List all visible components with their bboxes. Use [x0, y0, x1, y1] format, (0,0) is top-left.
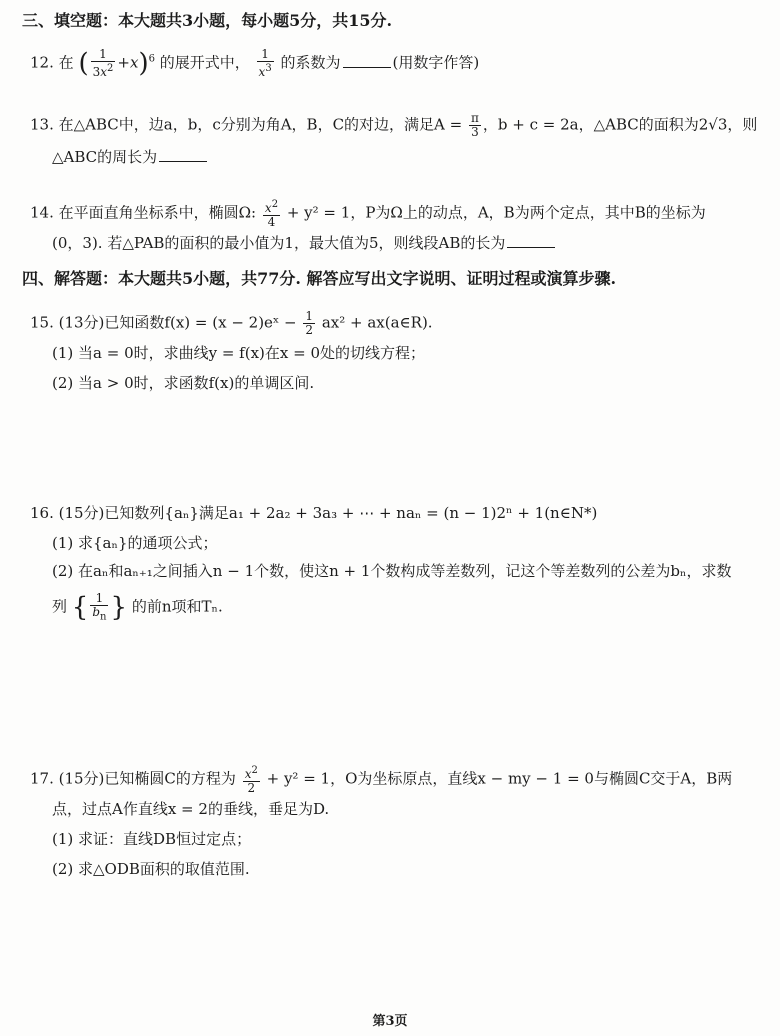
q15-part2: (2) 当a > 0时，求函数f(x)的单调区间. — [52, 374, 315, 392]
q17-line1b: + y² = 1，O为坐标原点，直线x − my − 1 = 0与椭圆C交于A，B两 — [266, 769, 733, 788]
q17-part2: (2) 求△ODB面积的取值范围. — [52, 860, 250, 878]
q16-p3b: 的前n项和Tₙ. — [131, 597, 223, 616]
q16-part1: (1) 求{aₙ}的通项公式； — [52, 534, 218, 552]
q13-line1: 13. 在△ABC中，边a，b，c分别为角A，B，C的对边，满足A = — [30, 115, 463, 134]
q14-answer-blank — [507, 233, 555, 248]
question-15-line1 — [30, 310, 433, 337]
q14-ellipse-fraction: $\frac{x^2}{4}$ — [264, 199, 279, 229]
q15-half-fraction: $\frac{1}{2}$ — [305, 309, 314, 337]
q12-term-fraction: $\frac{1}{x^3}$ — [258, 47, 272, 79]
q14-line2: (0，3). 若△PAB的面积的最小值为1，最大值为5，则线段AB的长为 — [52, 234, 506, 252]
q12-text-4: (用数字作答) — [392, 53, 480, 72]
q14-line1b: + y² = 1，P为Ω上的动点，A，B为两个定点，其中B的坐标为 — [286, 203, 706, 222]
q17-line1a: 17. (15分)已知椭圆C的方程为 — [30, 769, 236, 788]
q12-right-paren: ) — [138, 48, 149, 79]
q16-right-brace: } — [110, 592, 128, 623]
q14-line1a: 14. 在平面直角坐标系中，椭圆Ω: — [30, 203, 257, 222]
q12-answer-blank — [343, 53, 391, 68]
q13-line2: △ABC的周长为 — [52, 148, 158, 166]
q16-left-brace: { — [71, 592, 89, 623]
q17-line2: 点，过点A作直线x = 2的垂线，垂足为D. — [52, 800, 330, 818]
q15-line1a: 15. (13分)已知函数f(x) = (x − 2)eˣ − — [30, 313, 297, 332]
section3-heading: 三、填空题：本大题共3小题，每小题5分，共15分. — [22, 11, 393, 30]
question-17-line1 — [30, 764, 732, 795]
page-number: 第3页 — [372, 1014, 408, 1029]
q13-answer-blank — [159, 147, 207, 162]
q12-num: 12. — [30, 53, 54, 72]
question-14-line1 — [30, 198, 706, 229]
q12-left-paren: ( — [78, 48, 89, 79]
q13-line1b: ，b + c = 2a，△ABC的面积为2√3，则 — [482, 115, 758, 134]
question-12: 12. 在 ( $\frac{1}{3x^2}$ +x)$^6$ 的展开式中， $\frac{1}{x^3}$ 的系数为 (用数字作答) — [30, 47, 480, 79]
q12-text-3: 的系数为 — [280, 53, 341, 72]
q16-p3a: 列 — [52, 597, 68, 616]
question-13-line1 — [30, 112, 757, 139]
q12-text-1: 在 — [58, 53, 74, 72]
q12-fraction: $\frac{1}{3x^2}$ — [92, 47, 114, 79]
question-16-line1: 16. (15分)已知数列{aₙ}满足a₁ + 2a₂ + 3a₃ + ⋯ + naₙ = (n − 1)2ⁿ + 1(n∈N*) — [30, 504, 598, 522]
q15-line1b: ax² + ax(a∈R). — [321, 313, 433, 332]
q16-part2-cont — [52, 592, 223, 623]
q12-text-2: 的展开式中， — [159, 53, 250, 72]
question-13-line2 — [52, 146, 209, 168]
section4-heading: 四、解答题：本大题共5小题，共77分. 解答应写出文字说明、证明过程或演算步骤. — [22, 269, 617, 288]
q17-ellipse-fraction: $\frac{x^2}{2}$ — [244, 765, 258, 795]
q15-part1: (1) 当a = 0时，求曲线y = f(x)在x = 0处的切线方程； — [52, 344, 426, 362]
q13-angle-fraction: $\frac{\pi}{3}$ — [471, 111, 479, 139]
q16-part2: (2) 在aₙ和aₙ₊₁之间插入n − 1个数，使这n + 1个数构成等差数列，记这个等差数列的公差为bₙ，求数 — [52, 562, 732, 580]
question-14-line2 — [52, 232, 557, 254]
q17-part1: (1) 求证：直线DB恒过定点； — [52, 830, 252, 848]
q16-reciprocal-fraction: $\frac{1}{b_n}$ — [92, 591, 107, 623]
